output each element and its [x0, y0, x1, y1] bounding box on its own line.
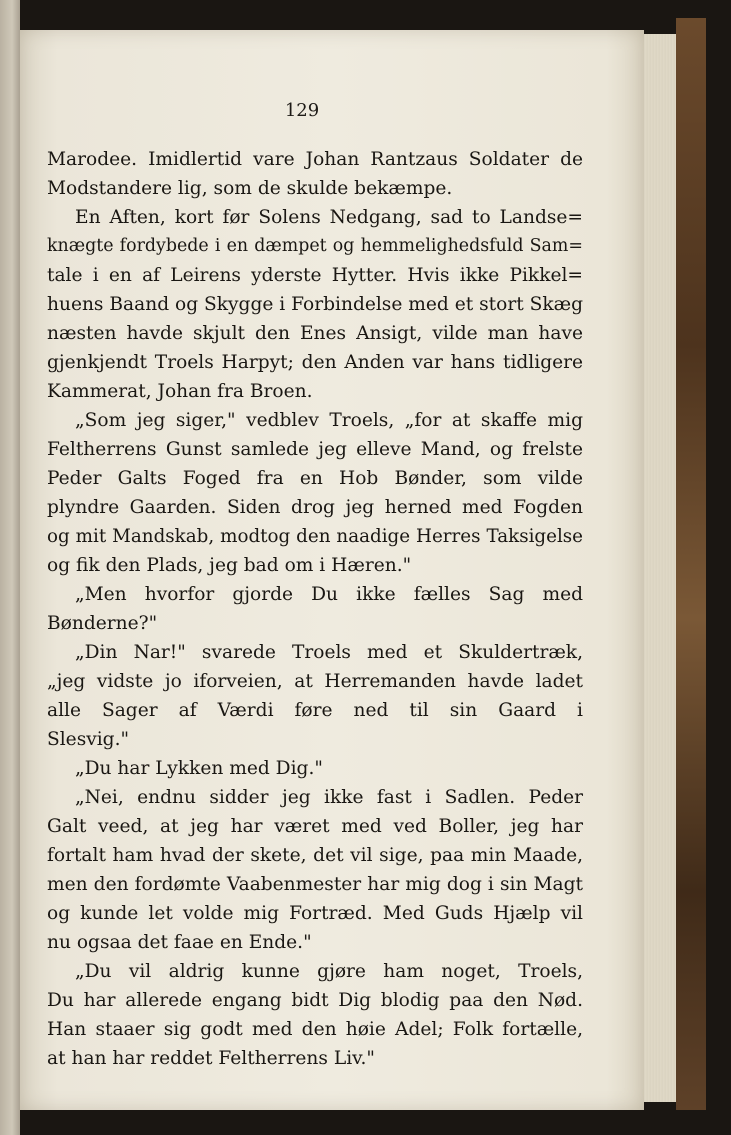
- text-line: og mit Mandskab, modtog den naadige Herres Taksigelse: [47, 526, 583, 547]
- book-cover-edge: [676, 18, 706, 1110]
- text-line: plyndre Gaarden. Siden drog jeg herned med Fogden: [47, 497, 583, 518]
- text-line: „Som jeg siger," vedblev Troels, „for at skaffe mig: [75, 410, 583, 431]
- text-line: gjenkjendt Troels Harpyt; den Anden var hans tidligere: [47, 352, 583, 373]
- text-line: Galt veed, at jeg har været med ved Boller, jeg har: [47, 816, 583, 837]
- text-line: Bønderne?": [47, 613, 158, 634]
- text-line: En Aften, kort før Solens Nedgang, sad to Landse=: [75, 207, 583, 228]
- text-line: Feltherrens Gunst samlede jeg elleve Mand, og frelste: [47, 439, 583, 460]
- text-line: tale i en af Leirens yderste Hytter. Hvis ikke Pikkel=: [47, 265, 583, 286]
- text-line: Kammerat, Johan fra Broen.: [47, 381, 313, 402]
- text-line: Slesvig.": [47, 729, 130, 750]
- facing-page-edge: [0, 0, 20, 1135]
- text-line: Du har allerede engang bidt Dig blodig paa den Nød.: [47, 990, 583, 1011]
- text-line: „Nei, endnu sidder jeg ikke fast i Sadlen. Peder: [75, 787, 583, 808]
- text-line: knægte fordybede i en dæmpet og hemmelighedsfuld Sam=: [47, 236, 583, 256]
- text-line: „jeg vidste jo iforveien, at Herremanden havde ladet: [47, 671, 583, 692]
- text-line: næsten havde skjult den Enes Ansigt, vilde man have: [47, 323, 583, 344]
- text-line: „Men hvorfor gjorde Du ikke fælles Sag med: [75, 584, 583, 605]
- page-number: 129: [284, 100, 320, 121]
- book-page: [20, 30, 644, 1110]
- text-line: alle Sager af Værdi føre ned til sin Gaard i: [47, 700, 583, 721]
- text-line: og fik den Plads, jeg bad om i Hæren.": [47, 555, 412, 576]
- text-line: „Du har Lykken med Dig.": [75, 758, 323, 779]
- text-line: „Du vil aldrig kunne gjøre ham noget, Troels,: [75, 961, 583, 982]
- page-stack-edge: [644, 34, 676, 1102]
- text-line: Peder Galts Foged fra en Hob Bønder, som vilde: [47, 468, 583, 489]
- text-line: og kunde let volde mig Fortræd. Med Guds Hjælp vil: [47, 903, 583, 924]
- text-line: fortalt ham hvad der skete, det vil sige, paa min Maade,: [47, 845, 583, 866]
- text-line: Han staaer sig godt med den høie Adel; Folk fortælle,: [47, 1019, 583, 1040]
- text-line: at han har reddet Feltherrens Liv.": [47, 1048, 375, 1069]
- body-text: [47, 145, 583, 1073]
- text-line: „Din Nar!" svarede Troels med et Skuldertræk,: [75, 642, 583, 663]
- text-line: Modstandere lig, som de skulde bekæmpe.: [47, 178, 453, 199]
- text-line: nu ogsaa det faae en Ende.": [47, 932, 312, 953]
- text-line: huens Baand og Skygge i Forbindelse med et stort Skæg: [47, 294, 583, 315]
- text-line: men den fordømte Vaabenmester har mig dog i sin Magt: [47, 874, 583, 895]
- text-line: Marodee. Imidlertid vare Johan Rantzaus Soldater de: [47, 149, 583, 170]
